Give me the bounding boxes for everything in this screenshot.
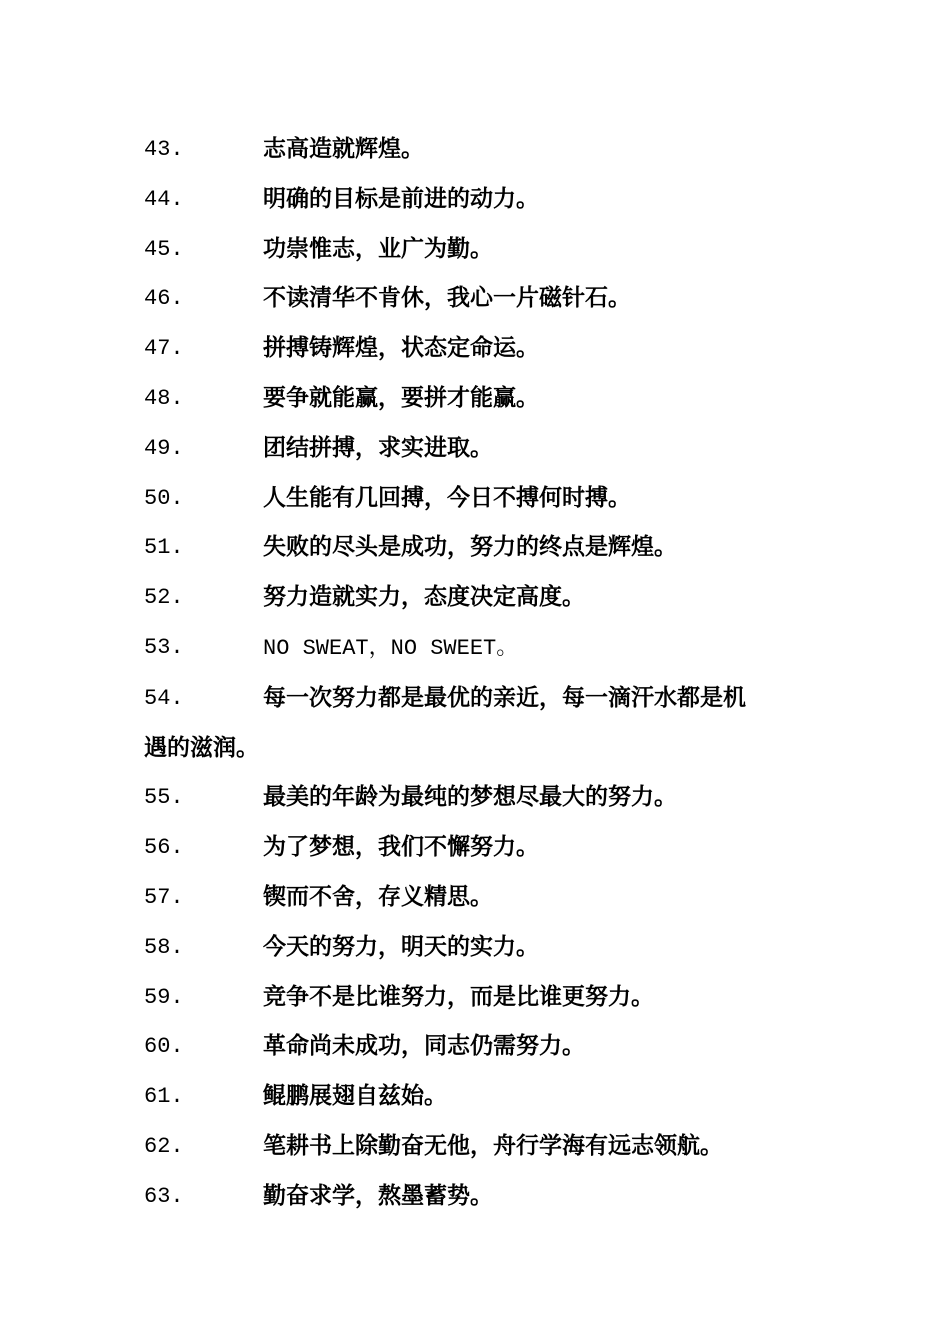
item-number: 63. — [144, 1183, 184, 1209]
item-text: 人生能有几回搏，今日不搏何时搏。 — [263, 484, 631, 511]
list-item — [144, 175, 824, 225]
item-number: 61. — [144, 1084, 184, 1110]
item-text: 不读清华不肯休，我心一片磁针石。 — [263, 285, 631, 312]
list-item — [144, 1072, 824, 1122]
item-text: 努力造就实力，态度决定高度。 — [263, 584, 585, 611]
item-number: 62. — [144, 1133, 184, 1159]
list-item — [144, 873, 824, 923]
item-number: 49. — [144, 435, 184, 461]
item-text: 勤奋求学，熬墨蓄势。 — [263, 1182, 493, 1209]
list-item — [144, 973, 824, 1023]
item-text: 功崇惟志，业广为勤。 — [263, 235, 493, 262]
list-item — [144, 424, 824, 474]
item-number: 43. — [144, 137, 184, 162]
item-text: 革命尚未成功，同志仍需努力。 — [263, 1033, 585, 1060]
list-item — [144, 523, 824, 573]
list-item — [144, 474, 824, 524]
item-number: 58. — [144, 934, 184, 960]
item-number: 59. — [144, 984, 184, 1010]
item-number: 50. — [144, 485, 184, 511]
item-text: 鲲鹏展翅自兹始。 — [263, 1083, 447, 1110]
item-text-continuation: 遇的滋润。 — [144, 734, 259, 761]
list-item — [144, 125, 824, 175]
list-item — [144, 324, 824, 374]
list-item — [144, 1122, 824, 1172]
item-number: 54. — [144, 685, 184, 711]
item-number: 48. — [144, 385, 184, 411]
list-item — [144, 923, 824, 973]
slogan-list — [144, 125, 824, 1222]
item-text: NO SWEAT，NO SWEET。 — [263, 635, 519, 661]
item-text: 竞争不是比谁努力，而是比谁更努力。 — [263, 983, 654, 1010]
item-text: 今天的努力，明天的实力。 — [263, 933, 539, 960]
item-text: 最美的年龄为最纯的梦想尽最大的努力。 — [263, 784, 677, 811]
list-item — [144, 374, 824, 424]
item-text: 锲而不舍，存义精思。 — [263, 883, 493, 910]
item-text: 失败的尽头是成功，努力的终点是辉煌。 — [263, 534, 677, 561]
list-item — [144, 674, 824, 724]
item-text: 要争就能赢，要拼才能赢。 — [263, 384, 539, 411]
item-number: 55. — [144, 785, 184, 811]
item-text: 明确的目标是前进的动力。 — [263, 185, 539, 212]
item-number: 51. — [144, 535, 184, 561]
item-number: 44. — [144, 186, 184, 212]
item-text: 志高造就辉煌。 — [263, 136, 424, 162]
item-number: 47. — [144, 336, 184, 362]
item-number: 56. — [144, 835, 184, 861]
item-number: 57. — [144, 884, 184, 910]
list-item — [144, 225, 824, 275]
item-number: 53. — [144, 634, 184, 660]
list-item — [144, 1172, 824, 1222]
item-number: 45. — [144, 236, 184, 262]
list-item-continuation — [144, 724, 824, 774]
list-item — [144, 823, 824, 873]
item-text: 每一次努力都是最优的亲近，每一滴汗水都是机 — [263, 684, 746, 711]
item-text: 笔耕书上除勤奋无他，舟行学海有远志领航。 — [263, 1132, 723, 1159]
item-number: 46. — [144, 286, 184, 312]
item-text: 为了梦想，我们不懈努力。 — [263, 834, 539, 861]
item-number: 52. — [144, 585, 184, 611]
item-number: 60. — [144, 1034, 184, 1060]
item-text: 拼搏铸辉煌，状态定命运。 — [263, 335, 539, 362]
list-item — [144, 1022, 824, 1072]
list-item — [144, 623, 824, 674]
list-item — [144, 573, 824, 623]
item-text: 团结拼搏，求实进取。 — [263, 434, 493, 461]
list-item — [144, 773, 824, 823]
list-item — [144, 274, 824, 324]
